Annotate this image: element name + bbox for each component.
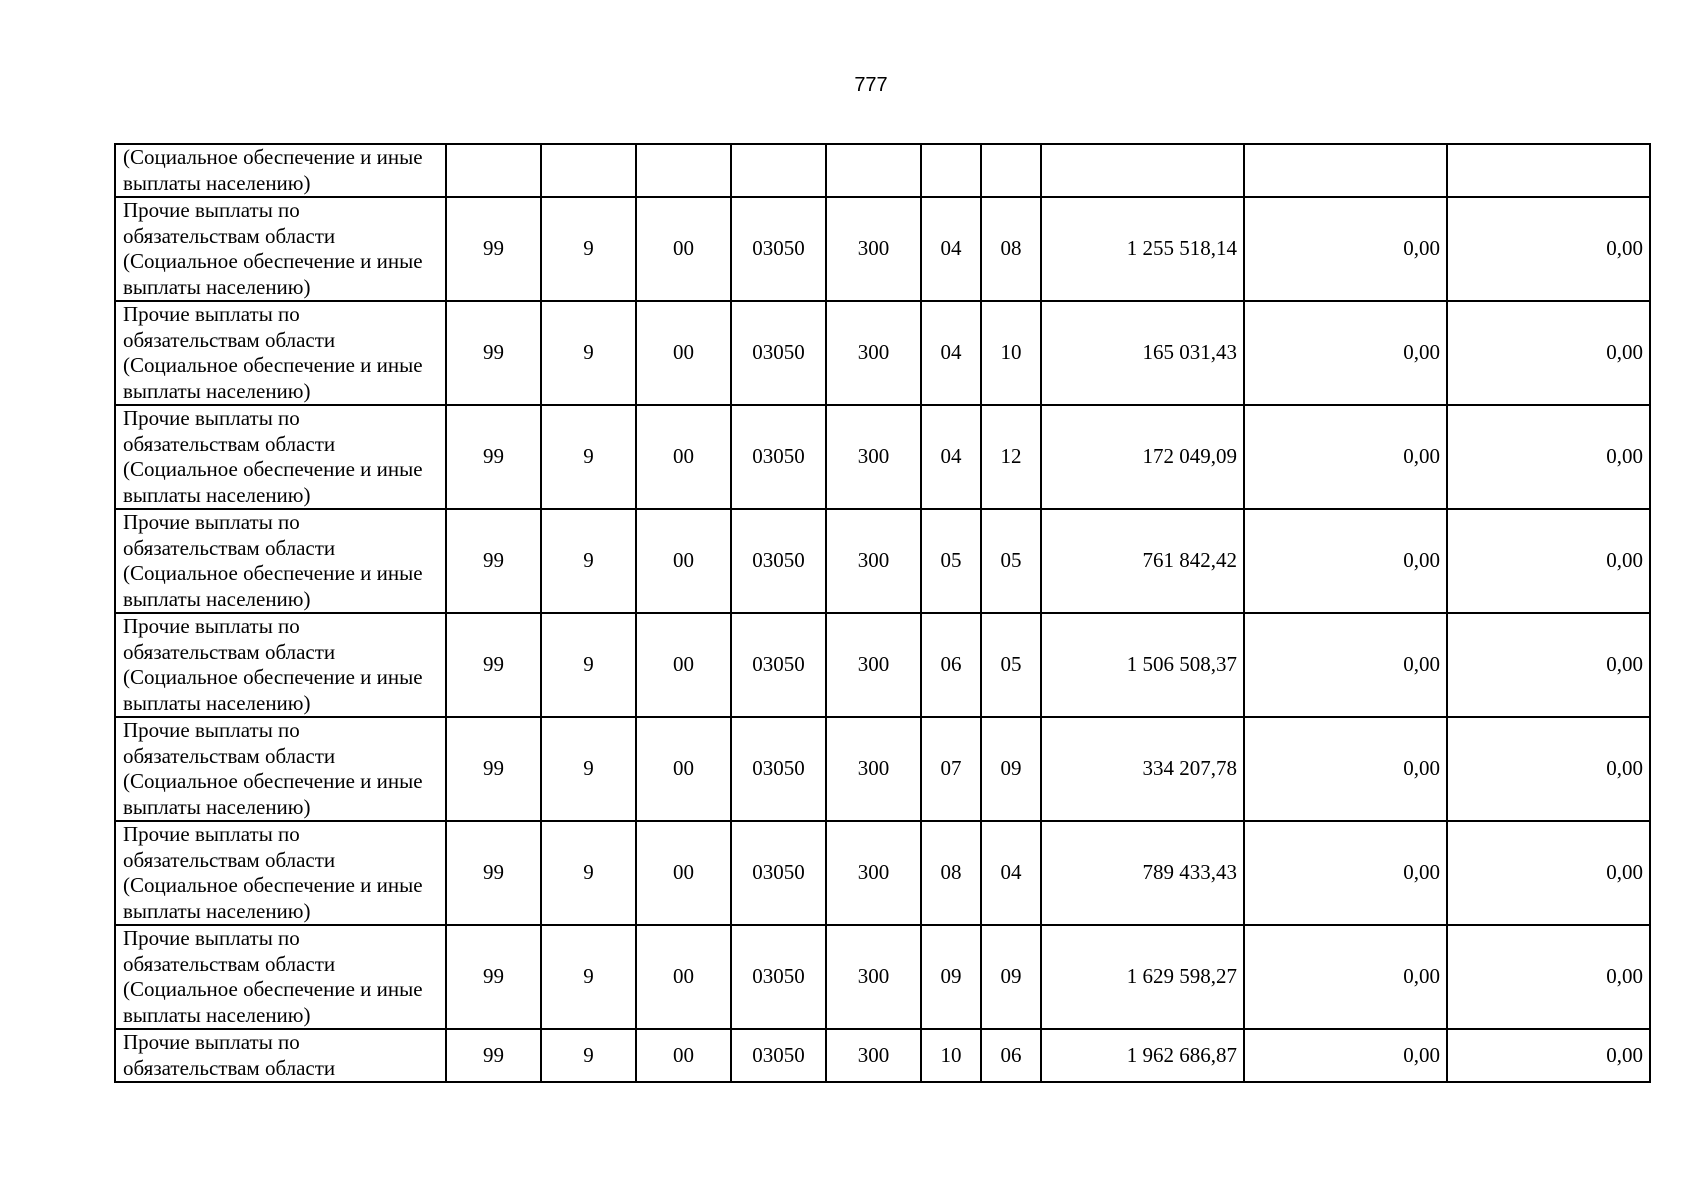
description-text: (Социальное обеспечение и иные выплаты населению)	[123, 145, 423, 195]
table-row	[115, 301, 1650, 405]
description-line: Прочие выплаты по	[123, 822, 300, 846]
amount-cell: 1 962 686,87	[1041, 1029, 1244, 1082]
expense-type-cell: 300	[826, 821, 921, 925]
code-item-cell: 00	[636, 1029, 731, 1082]
empty-cell	[1041, 144, 1244, 197]
code-subprogram-cell: 9	[541, 197, 636, 301]
code-item-cell: 00	[636, 405, 731, 509]
table-row	[115, 405, 1650, 509]
description-line: обязательствам области	[123, 431, 336, 456]
description-cell	[115, 925, 446, 1029]
description-line: обязательствам области	[123, 1055, 336, 1080]
amount-year2-cell: 0,00	[1244, 405, 1447, 509]
description-line: обязательствам области	[123, 223, 336, 248]
amount-year2-cell: 0,00	[1244, 613, 1447, 717]
code-subprogram-cell: 9	[541, 821, 636, 925]
table-row-continuation	[115, 144, 1650, 197]
description-line: обязательствам области	[123, 639, 336, 664]
subsection-cell: 06	[981, 1029, 1041, 1082]
empty-cell	[446, 144, 541, 197]
code-direction-cell: 03050	[731, 405, 826, 509]
description-line: Прочие выплаты по	[123, 406, 300, 430]
code-program-cell: 99	[446, 613, 541, 717]
page-number: 777	[854, 74, 888, 96]
subsection-cell: 09	[981, 717, 1041, 821]
table-body	[115, 144, 1650, 1082]
code-direction-cell: 03050	[731, 197, 826, 301]
description-line: (Социальное обеспечение и иные	[123, 561, 423, 585]
amount-year2-cell: 0,00	[1244, 301, 1447, 405]
description-line: (Социальное обеспечение и иные	[123, 769, 423, 793]
empty-cell	[636, 144, 731, 197]
table-row	[115, 1029, 1650, 1082]
description-cell	[115, 405, 446, 509]
empty-cell	[826, 144, 921, 197]
amount-year3-cell: 0,00	[1447, 405, 1650, 509]
description-line: Прочие выплаты по	[123, 1030, 300, 1054]
code-item-cell: 00	[636, 925, 731, 1029]
amount-year3-cell: 0,00	[1447, 925, 1650, 1029]
code-program-cell: 99	[446, 301, 541, 405]
amount-year2-cell: 0,00	[1244, 925, 1447, 1029]
code-subprogram-cell: 9	[541, 717, 636, 821]
description-line: обязательствам области	[123, 327, 336, 352]
code-direction-cell: 03050	[731, 301, 826, 405]
code-subprogram-cell: 9	[541, 509, 636, 613]
description-line: выплаты населению)	[123, 794, 311, 819]
code-direction-cell: 03050	[731, 509, 826, 613]
description-line: (Социальное обеспечение и иные	[123, 977, 423, 1001]
description-cell	[115, 144, 446, 197]
code-item-cell: 00	[636, 197, 731, 301]
description-line: выплаты населению)	[123, 898, 311, 923]
table-row	[115, 821, 1650, 925]
amount-cell: 789 433,43	[1041, 821, 1244, 925]
code-subprogram-cell: 9	[541, 405, 636, 509]
amount-year2-cell: 0,00	[1244, 1029, 1447, 1082]
section-cell: 04	[921, 301, 981, 405]
description-line: выплаты населению)	[123, 482, 311, 507]
expense-type-cell: 300	[826, 509, 921, 613]
table-row	[115, 509, 1650, 613]
code-subprogram-cell: 9	[541, 1029, 636, 1082]
amount-year2-cell: 0,00	[1244, 821, 1447, 925]
table-row	[115, 717, 1650, 821]
empty-cell	[731, 144, 826, 197]
description-cell	[115, 821, 446, 925]
expense-type-cell: 300	[826, 1029, 921, 1082]
empty-cell	[1447, 144, 1650, 197]
amount-year2-cell: 0,00	[1244, 509, 1447, 613]
code-direction-cell: 03050	[731, 821, 826, 925]
empty-cell	[921, 144, 981, 197]
subsection-cell: 09	[981, 925, 1041, 1029]
code-direction-cell: 03050	[731, 717, 826, 821]
description-cell	[115, 613, 446, 717]
amount-cell: 334 207,78	[1041, 717, 1244, 821]
description-cell	[115, 1029, 446, 1082]
amount-year3-cell: 0,00	[1447, 1029, 1650, 1082]
expense-type-cell: 300	[826, 197, 921, 301]
expense-type-cell: 300	[826, 301, 921, 405]
table-row	[115, 925, 1650, 1029]
code-program-cell: 99	[446, 197, 541, 301]
description-line: (Социальное обеспечение и иные	[123, 665, 423, 689]
description-line: Прочие выплаты по	[123, 614, 300, 638]
description-line: Прочие выплаты по	[123, 718, 300, 742]
amount-cell: 761 842,42	[1041, 509, 1244, 613]
amount-cell: 1 506 508,37	[1041, 613, 1244, 717]
description-line: обязательствам области	[123, 847, 336, 872]
description-line: выплаты населению)	[123, 1002, 311, 1027]
description-cell	[115, 301, 446, 405]
expense-type-cell: 300	[826, 717, 921, 821]
code-program-cell: 99	[446, 405, 541, 509]
code-item-cell: 00	[636, 509, 731, 613]
code-program-cell: 99	[446, 509, 541, 613]
code-program-cell: 99	[446, 717, 541, 821]
section-cell: 04	[921, 197, 981, 301]
description-cell	[115, 509, 446, 613]
amount-cell: 1 629 598,27	[1041, 925, 1244, 1029]
description-line: (Социальное обеспечение и иные	[123, 353, 423, 377]
description-line: Прочие выплаты по	[123, 926, 300, 950]
code-subprogram-cell: 9	[541, 925, 636, 1029]
section-cell: 09	[921, 925, 981, 1029]
amount-year3-cell: 0,00	[1447, 197, 1650, 301]
description-line: выплаты населению)	[123, 378, 311, 403]
amount-cell: 1 255 518,14	[1041, 197, 1244, 301]
code-subprogram-cell: 9	[541, 613, 636, 717]
code-program-cell: 99	[446, 821, 541, 925]
expense-type-cell: 300	[826, 925, 921, 1029]
description-line: (Социальное обеспечение и иные	[123, 249, 423, 273]
description-line: (Социальное обеспечение и иные	[123, 457, 423, 481]
code-item-cell: 00	[636, 613, 731, 717]
section-cell: 04	[921, 405, 981, 509]
description-line: обязательствам области	[123, 951, 336, 976]
section-cell: 08	[921, 821, 981, 925]
code-program-cell: 99	[446, 1029, 541, 1082]
code-item-cell: 00	[636, 821, 731, 925]
budget-table	[114, 143, 1651, 1083]
description-line: Прочие выплаты по	[123, 302, 300, 326]
amount-year3-cell: 0,00	[1447, 613, 1650, 717]
description-cell	[115, 197, 446, 301]
subsection-cell: 05	[981, 613, 1041, 717]
subsection-cell: 08	[981, 197, 1041, 301]
code-item-cell: 00	[636, 301, 731, 405]
amount-year2-cell: 0,00	[1244, 717, 1447, 821]
amount-cell: 165 031,43	[1041, 301, 1244, 405]
amount-year3-cell: 0,00	[1447, 821, 1650, 925]
empty-cell	[1244, 144, 1447, 197]
description-line: выплаты населению)	[123, 274, 311, 299]
subsection-cell: 12	[981, 405, 1041, 509]
empty-cell	[981, 144, 1041, 197]
amount-year3-cell: 0,00	[1447, 509, 1650, 613]
code-direction-cell: 03050	[731, 1029, 826, 1082]
amount-year3-cell: 0,00	[1447, 717, 1650, 821]
description-line: Прочие выплаты по	[123, 198, 300, 222]
section-cell: 07	[921, 717, 981, 821]
empty-cell	[541, 144, 636, 197]
table-row	[115, 197, 1650, 301]
description-line: обязательствам области	[123, 743, 336, 768]
amount-cell: 172 049,09	[1041, 405, 1244, 509]
subsection-cell: 05	[981, 509, 1041, 613]
code-subprogram-cell: 9	[541, 301, 636, 405]
section-cell: 06	[921, 613, 981, 717]
expense-type-cell: 300	[826, 613, 921, 717]
section-cell: 10	[921, 1029, 981, 1082]
amount-year3-cell: 0,00	[1447, 301, 1650, 405]
description-line: Прочие выплаты по	[123, 510, 300, 534]
code-direction-cell: 03050	[731, 613, 826, 717]
subsection-cell: 10	[981, 301, 1041, 405]
description-line: (Социальное обеспечение и иные	[123, 873, 423, 897]
code-program-cell: 99	[446, 925, 541, 1029]
table-row	[115, 613, 1650, 717]
amount-year2-cell: 0,00	[1244, 197, 1447, 301]
description-cell	[115, 717, 446, 821]
section-cell: 05	[921, 509, 981, 613]
description-line: выплаты населению)	[123, 690, 311, 715]
description-line: обязательствам области	[123, 535, 336, 560]
code-direction-cell: 03050	[731, 925, 826, 1029]
code-item-cell: 00	[636, 717, 731, 821]
subsection-cell: 04	[981, 821, 1041, 925]
description-line: выплаты населению)	[123, 586, 311, 611]
expense-type-cell: 300	[826, 405, 921, 509]
